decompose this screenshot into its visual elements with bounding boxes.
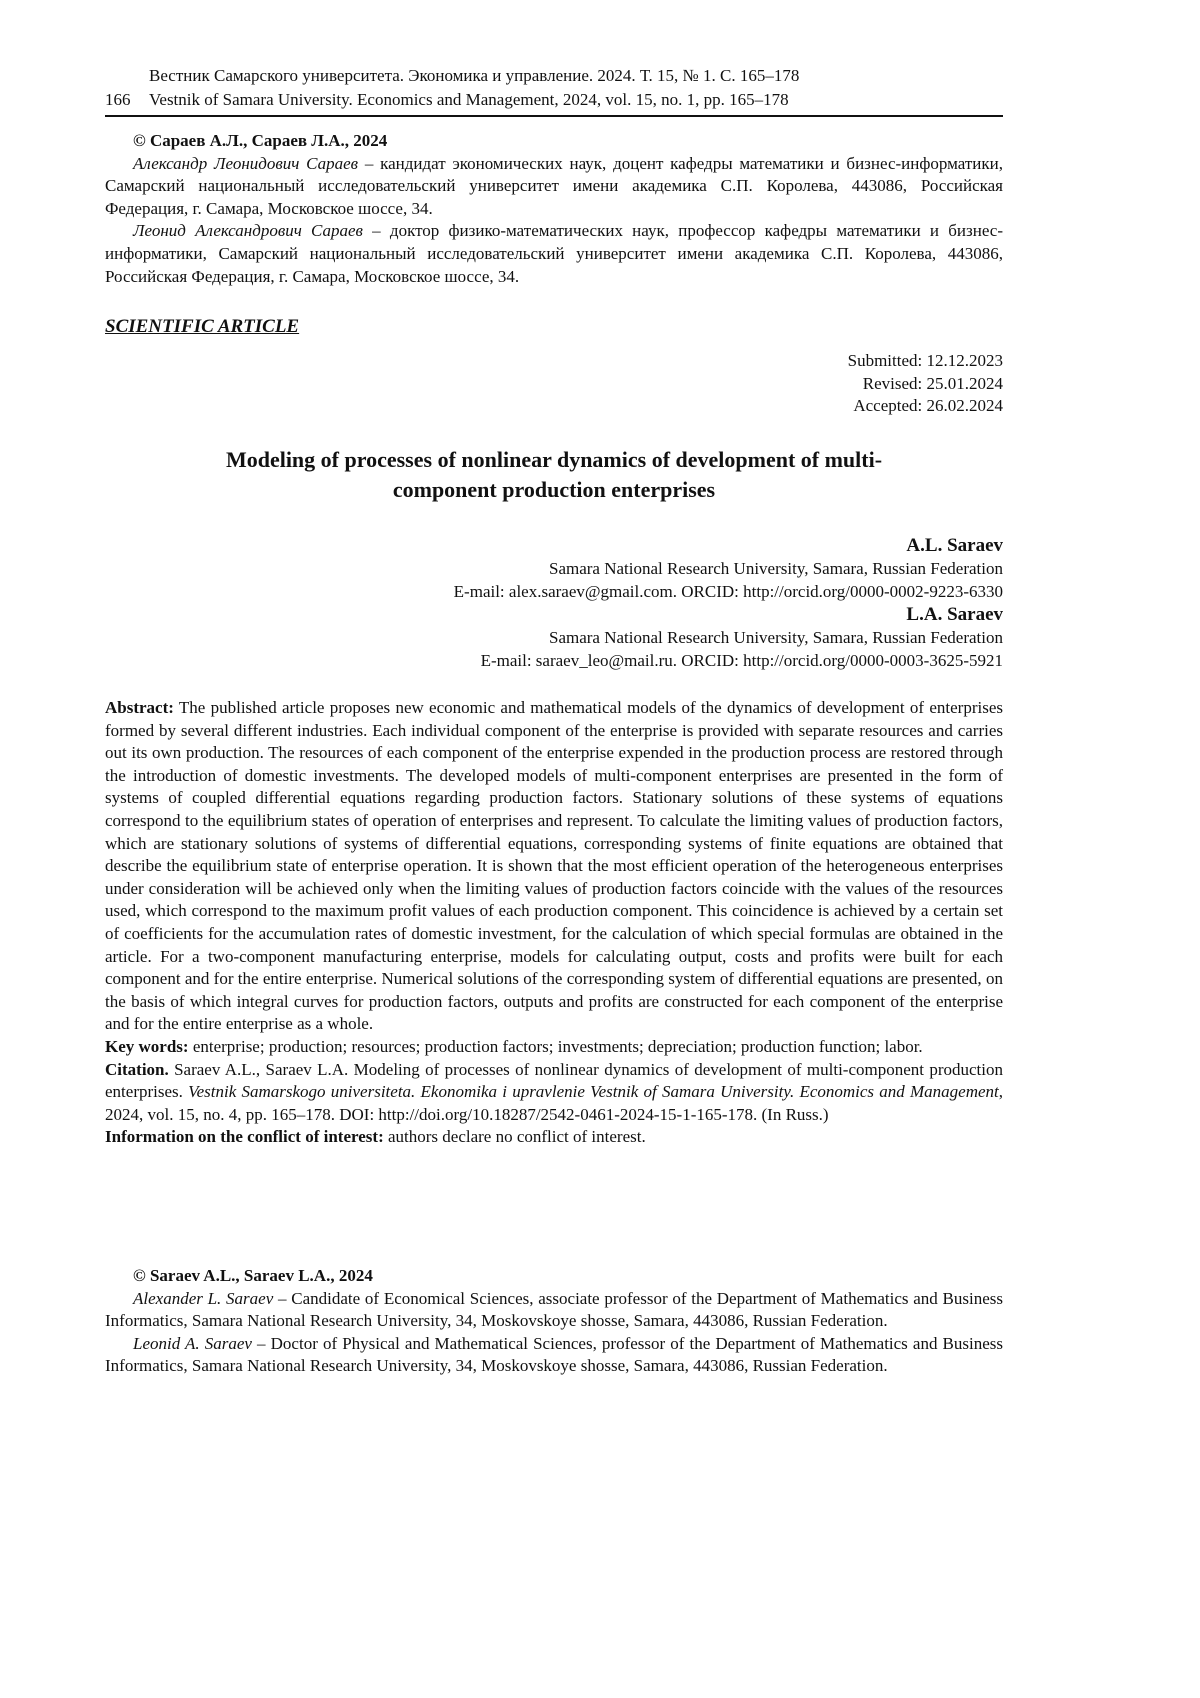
- conflict-text: authors declare no conflict of interest.: [384, 1127, 646, 1146]
- abstract-label: Abstract:: [105, 698, 174, 717]
- keywords-label: Key words:: [105, 1037, 189, 1056]
- running-header: [105, 64, 1003, 112]
- author-contact[interactable]: E-mail: saraev_leo@mail.ru. ORCID: http://orcid.org/0000-0003-3625-5921: [454, 650, 1003, 673]
- section-label: SCIENTIFIC ARTICLE: [105, 316, 299, 338]
- author-affiliation: Samara National Research University, Samara, Russian Federation: [454, 558, 1003, 581]
- submitted-date: Submitted: 12.12.2023: [848, 350, 1003, 373]
- ru-author2-text: – доктор физико-математических наук, профессор кафедры математики и бизнес-информатики, Самарский национальный исследовательский университет имени академика С.П. Королева, 443086, Российская Федерация, г. Самара, Московское шоссе, 34.: [105, 221, 1003, 285]
- header-rule: [105, 115, 1003, 117]
- en-author2-name: Leonid A. Saraev: [133, 1334, 252, 1353]
- ru-author-info: [105, 130, 1003, 288]
- citation-label: Citation.: [105, 1060, 169, 1079]
- en-copyright: © Saraev A.L., Saraev L.A., 2024: [133, 1266, 373, 1285]
- ru-author1-text: – кандидат экономических наук, доцент кафедры математики и бизнес-информатики, Самарский национальный исследовательский университет имени академика С.П. Королева, 443086, Российская Федерация, г. Самара, Московское шоссе, 34.: [105, 154, 1003, 218]
- page-number: 166: [105, 88, 149, 112]
- revised-date: Revised: 25.01.2024: [848, 373, 1003, 396]
- en-author2-text: – Doctor of Physical and Mathematical Sciences, professor of the Department of Mathematics and Business Informatics, Samara National Research University, 34, Moskovskoye shosse, Samara, 443086, Russian Federation.: [105, 1334, 1003, 1376]
- keywords: [105, 1036, 1003, 1059]
- en-author1-text: – Candidate of Economical Sciences, associate professor of the Department of Mathematics and Business Informatics, Samara National Research University, 34, Moskovskoye shosse, Samara, 443086, Russian Federation.: [105, 1289, 1003, 1331]
- author-name: A.L. Saraev: [454, 534, 1003, 558]
- citation: [105, 1059, 1003, 1127]
- keywords-text: enterprise; production; resources; production factors; investments; depreciation; production function; labor.: [189, 1037, 923, 1056]
- author-contact[interactable]: E-mail: alex.saraev@gmail.com. ORCID: http://orcid.org/0000-0002-9223-6330: [454, 581, 1003, 604]
- citation-text: Saraev A.L., Saraev L.A. Modeling of processes of nonlinear dynamics of development of multi-component production enterprises.: [105, 1060, 1003, 1102]
- author-affiliation: Samara National Research University, Samara, Russian Federation: [454, 627, 1003, 650]
- conflict-label: Information on the conflict of interest:: [105, 1127, 384, 1146]
- article-dates: [848, 350, 1003, 418]
- title-line: component production enterprises: [105, 475, 1003, 505]
- en-author1-name: Alexander L. Saraev: [133, 1289, 273, 1308]
- article-title: [105, 445, 1003, 505]
- author-name: L.A. Saraev: [454, 603, 1003, 627]
- en-author-info: [105, 1265, 1003, 1378]
- ru-copyright: © Сараев А.Л., Сараев Л.А., 2024: [133, 131, 387, 150]
- citation-journal: Vestnik Samarskogo universiteta. Ekonomika i upravlenie Vestnik of Samara University. Economics and Management: [188, 1082, 999, 1101]
- header-ru: Вестник Самарского университета. Экономика и управление. 2024. Т. 15, № 1. С. 165–178: [105, 64, 1003, 88]
- ru-author1-name: Александр Леонидович Сараев: [133, 154, 358, 173]
- abstract: [105, 697, 1003, 1036]
- conflict-of-interest: [105, 1126, 1003, 1149]
- ru-author2-name: Леонид Александрович Сараев: [133, 221, 363, 240]
- author-block: [454, 534, 1003, 672]
- citation-doi[interactable]: , 2024, vol. 15, no. 4, pp. 165–178. DOI: http://doi.org/10.18287/2542-0461-2024-15-1-165-178. (In Russ.): [105, 1082, 1003, 1124]
- accepted-date: Accepted: 26.02.2024: [848, 395, 1003, 418]
- abstract-section: [105, 697, 1003, 1149]
- abstract-text: The published article proposes new economic and mathematical models of the dynamics of development of enterprises formed by several different industries. Each individual component of the enterprise is provided with separate resources and carries out its own production. The resources of each component of the enterprise expended in the production process are restored through the introduction of domestic investments. The developed models of multi-component enterprises are presented in the form of systems of coupled differential equations regarding production factors. Stationary solutions of these systems of equations correspond to the equilibrium states of operation of enterprises and represent. To calculate the limiting values of production factors, which are stationary solutions of systems of differential equations, corresponding systems of finite equations are obtained that describe the equilibrium state of enterprise operation. It is shown that the most efficient operation of the heterogeneous enterprises under consideration will be achieved only when the limiting values of production factors coincide with the values of the resources used, which correspond to the maximum profit values of each production component. This coincidence is achieved by a certain set of coefficients for the accumulation rates of domestic investment, for the calculation of which special formulas are obtained in the article. For a two-component manufacturing enterprise, models for calculating output, costs and profits were built for each component and for the entire enterprise. Numerical solutions of the corresponding system of differential equations are presented, on the basis of which integral curves for production factors, outputs and profits are constructed for each component of the enterprise and for the entire enterprise as a whole.: [105, 698, 1003, 1033]
- title-line: Modeling of processes of nonlinear dynamics of development of multi-: [105, 445, 1003, 475]
- header-en: Vestnik of Samara University. Economics and Management, 2024, vol. 15, no. 1, pp. 165–178: [149, 90, 789, 109]
